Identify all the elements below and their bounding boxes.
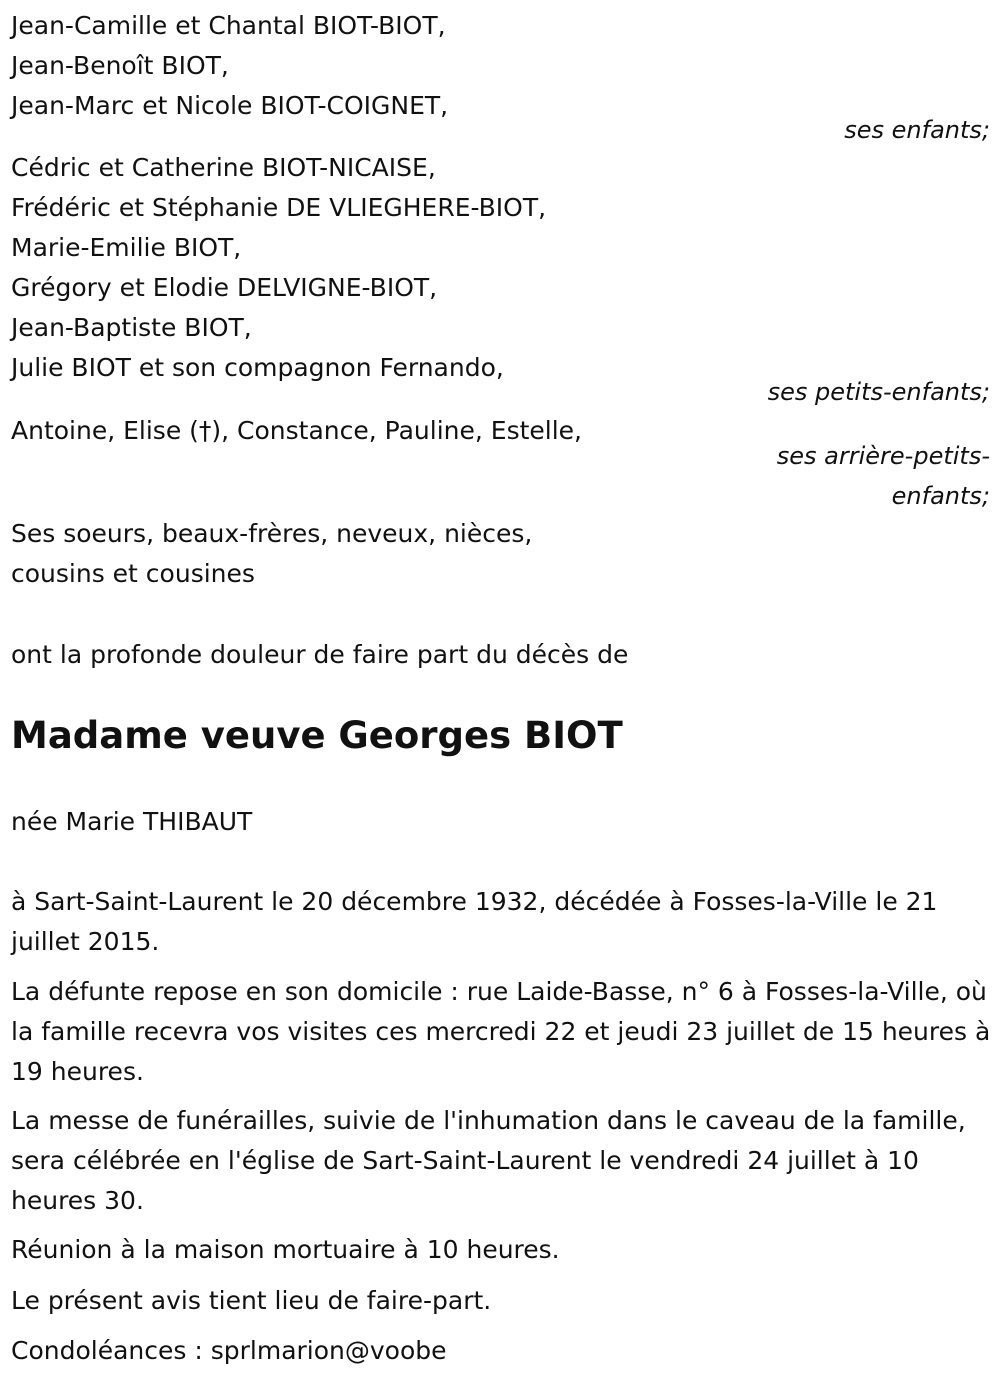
grandchildren-label: ses petits-enfants; bbox=[767, 378, 990, 406]
notice-paragraph: Le présent avis tient lieu de faire-part. bbox=[11, 1286, 492, 1315]
grandchildren-line: Julie BIOT et son compagnon Fernando, bbox=[11, 353, 504, 382]
grandchildren-line: Cédric et Catherine BIOT-NICAISE, bbox=[11, 153, 436, 182]
visitation-paragraph: La défunte repose en son domicile : rue Laide-Basse, n° 6 à Fosses-la-Ville, où la famille recevra vos visites ces mercredi 22 et jeudi 23 juillet de 15 heures à 19 heures. bbox=[11, 977, 991, 1086]
announcement-text: ont la profonde douleur de faire part du décès de bbox=[11, 640, 629, 669]
deceased-name: Madame veuve Georges BIOT bbox=[11, 714, 623, 757]
relatives-line: cousins et cousines bbox=[11, 559, 255, 588]
great-grandchildren-label: enfants; bbox=[891, 482, 990, 510]
children-line: Jean-Benoît BIOT, bbox=[11, 51, 229, 80]
children-line: Jean-Camille et Chantal BIOT-BIOT, bbox=[11, 11, 446, 40]
birth-death-paragraph: à Sart-Saint-Laurent le 20 décembre 1932, décédée à Fosses-la-Ville le 21 juillet 2015. bbox=[11, 887, 938, 956]
great-grandchildren-line: Antoine, Elise (†), Constance, Pauline, Estelle, bbox=[11, 416, 583, 445]
great-grandchildren-label: ses arrière-petits- bbox=[776, 442, 990, 470]
maiden-name: née Marie THIBAUT bbox=[11, 807, 253, 836]
grandchildren-line: Frédéric et Stéphanie DE VLIEGHERE-BIOT, bbox=[11, 193, 547, 222]
funeral-paragraph: La messe de funérailles, suivie de l'inhumation dans le caveau de la famille, sera célébrée en l'église de Sart-Saint-Laurent le vendredi 24 juillet à 10 heures 30. bbox=[11, 1106, 966, 1215]
children-label: ses enfants; bbox=[844, 116, 990, 144]
gathering-paragraph: Réunion à la maison mortuaire à 10 heures. bbox=[11, 1235, 560, 1264]
grandchildren-line: Grégory et Elodie DELVIGNE-BIOT, bbox=[11, 273, 438, 302]
grandchildren-line: Marie-Emilie BIOT, bbox=[11, 233, 242, 262]
children-line: Jean-Marc et Nicole BIOT-COIGNET, bbox=[11, 91, 449, 120]
relatives-line: Ses soeurs, beaux-frères, neveux, nièces, bbox=[11, 519, 533, 548]
condolences-paragraph: Condoléances : sprlmarion@voobe bbox=[11, 1336, 447, 1365]
grandchildren-line: Jean-Baptiste BIOT, bbox=[11, 313, 252, 342]
